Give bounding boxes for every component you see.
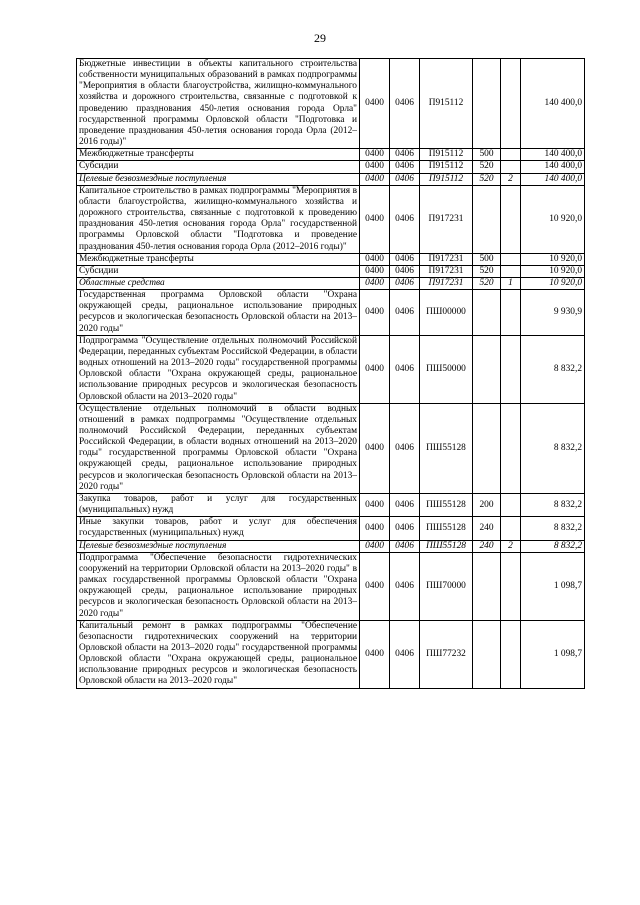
row-name: Целевые безвозмездные поступления: [77, 540, 360, 552]
funding-source-code: [501, 149, 521, 161]
table-row: [77, 403, 585, 493]
amount: 8 832,2: [521, 540, 585, 552]
target-article-code: ПШ55128: [420, 540, 473, 552]
amount: 8 832,2: [521, 493, 585, 516]
expense-type-code: 500: [473, 149, 501, 161]
table-body: [77, 59, 585, 689]
amount: 140 400,0: [521, 59, 585, 149]
subsection-code: 0406: [390, 149, 420, 161]
amount: 140 400,0: [521, 173, 585, 185]
table-row: [77, 540, 585, 552]
table-row: [77, 620, 585, 688]
row-name: Субсидии: [77, 161, 360, 173]
row-name: Капитальный ремонт в рамках подпрограммы "Обеспечение безопасности гидротехнических сооружений на территории Орловской области на 2013–2020 годы" государственной программы Орловской области "Охрана окружающей среды, рациональное использование природных ресурсов и экологическая безопасность Орловской области на 2013–2020 годы": [77, 620, 360, 688]
row-name: Целевые безвозмездные поступления: [77, 173, 360, 185]
table-row: [77, 59, 585, 149]
table-row: [77, 493, 585, 516]
expense-type-code: 200: [473, 493, 501, 516]
target-article-code: ПШ55128: [420, 493, 473, 516]
section-code: 0400: [360, 517, 390, 540]
subsection-code: 0406: [390, 552, 420, 620]
section-code: 0400: [360, 552, 390, 620]
amount: 1 098,7: [521, 620, 585, 688]
target-article-code: ПШ50000: [420, 335, 473, 403]
amount: 9 930,9: [521, 290, 585, 336]
amount: 10 920,0: [521, 277, 585, 289]
subsection-code: 0406: [390, 185, 420, 253]
section-code: 0400: [360, 403, 390, 493]
funding-source-code: [501, 265, 521, 277]
target-article-code: П917231: [420, 185, 473, 253]
subsection-code: 0406: [390, 161, 420, 173]
row-name: Закупка товаров, работ и услуг для государственных (муниципальных) нужд: [77, 493, 360, 516]
subsection-code: 0406: [390, 265, 420, 277]
row-name: Межбюджетные трансферты: [77, 253, 360, 265]
amount: 10 920,0: [521, 185, 585, 253]
row-name: Осуществление отдельных полномочий в области водных отношений в рамках подпрограммы "Осуществление отдельных полномочий Российской Федерации, переданных субъектам Российской Федерации, в области водных отношений на 2013–2020 годы" государственной программы Орловской области "Охрана окружающей среды, рациональное использование природных ресурсов и экологическая безопасность Орловской области на 2013–2020 годы": [77, 403, 360, 493]
section-code: 0400: [360, 620, 390, 688]
target-article-code: ПШ70000: [420, 552, 473, 620]
target-article-code: П917231: [420, 265, 473, 277]
table-row: [77, 552, 585, 620]
target-article-code: ПШ77232: [420, 620, 473, 688]
row-name: Межбюджетные трансферты: [77, 149, 360, 161]
expense-type-code: 500: [473, 253, 501, 265]
subsection-code: 0406: [390, 335, 420, 403]
expense-type-code: 240: [473, 540, 501, 552]
target-article-code: ПШ55128: [420, 517, 473, 540]
row-name: Областные средства: [77, 277, 360, 289]
expense-type-code: 520: [473, 173, 501, 185]
funding-source-code: 2: [501, 540, 521, 552]
expense-type-code: [473, 335, 501, 403]
funding-source-code: [501, 59, 521, 149]
amount: 8 832,2: [521, 403, 585, 493]
funding-source-code: [501, 552, 521, 620]
expense-type-code: [473, 59, 501, 149]
funding-source-code: [501, 403, 521, 493]
table-row: [77, 335, 585, 403]
row-name: Капитальное строительство в рамках подпрограммы "Мероприятия в области благоустройства, жилищно-коммунального хозяйства и дорожного строительства, связанные с подготовкой к проведению празднования 450-летия основания города Орла" государственной программы Орловской области "Подготовка и проведение празднования 450-летия основания города Орла (2012–2016 годы)": [77, 185, 360, 253]
subsection-code: 0406: [390, 620, 420, 688]
section-code: 0400: [360, 173, 390, 185]
funding-source-code: 1: [501, 277, 521, 289]
row-name: Субсидии: [77, 265, 360, 277]
table-row: [77, 517, 585, 540]
table-row: [77, 290, 585, 336]
expense-type-code: 520: [473, 277, 501, 289]
amount: 140 400,0: [521, 161, 585, 173]
subsection-code: 0406: [390, 290, 420, 336]
expense-type-code: 520: [473, 265, 501, 277]
expense-type-code: [473, 185, 501, 253]
row-name: Государственная программа Орловской области "Охрана окружающей среды, рациональное использование природных ресурсов и экологическая безопасность Орловской области на 2013–2020 годы": [77, 290, 360, 336]
target-article-code: П915112: [420, 173, 473, 185]
table-row: [77, 277, 585, 289]
expense-type-code: 240: [473, 517, 501, 540]
target-article-code: ПШ00000: [420, 290, 473, 336]
subsection-code: 0406: [390, 403, 420, 493]
section-code: 0400: [360, 290, 390, 336]
subsection-code: 0406: [390, 493, 420, 516]
table-row: [77, 265, 585, 277]
subsection-code: 0406: [390, 540, 420, 552]
funding-source-code: [501, 493, 521, 516]
target-article-code: П915112: [420, 149, 473, 161]
funding-source-code: [501, 253, 521, 265]
section-code: 0400: [360, 185, 390, 253]
target-article-code: ПШ55128: [420, 403, 473, 493]
subsection-code: 0406: [390, 173, 420, 185]
section-code: 0400: [360, 265, 390, 277]
section-code: 0400: [360, 161, 390, 173]
funding-source-code: [501, 620, 521, 688]
amount: 8 832,2: [521, 335, 585, 403]
amount: 1 098,7: [521, 552, 585, 620]
page-number: 29: [314, 31, 326, 45]
amount: 10 920,0: [521, 253, 585, 265]
subsection-code: 0406: [390, 277, 420, 289]
subsection-code: 0406: [390, 253, 420, 265]
section-code: 0400: [360, 493, 390, 516]
section-code: 0400: [360, 540, 390, 552]
expense-type-code: [473, 290, 501, 336]
funding-source-code: [501, 290, 521, 336]
table-row: [77, 149, 585, 161]
section-code: 0400: [360, 149, 390, 161]
row-name: Подпрограмма "Осуществление отдельных полномочий Российской Федерации, переданных субъектам Российской Федерации, в области водных отношений на 2013–2020 годы" государственной программы Орловской области "Охрана окружающей среды, рациональное использование природных ресурсов и экологическая безопасность Орловской области на 2013–2020 годы": [77, 335, 360, 403]
target-article-code: П917231: [420, 277, 473, 289]
table-row: [77, 161, 585, 173]
expense-type-code: [473, 403, 501, 493]
expense-type-code: [473, 620, 501, 688]
row-name: Иные закупки товаров, работ и услуг для обеспечения государственных (муниципальных) нужд: [77, 517, 360, 540]
amount: 10 920,0: [521, 265, 585, 277]
funding-source-code: [501, 161, 521, 173]
funding-source-code: [501, 185, 521, 253]
funding-source-code: [501, 335, 521, 403]
section-code: 0400: [360, 253, 390, 265]
funding-source-code: 2: [501, 173, 521, 185]
target-article-code: П915112: [420, 161, 473, 173]
budget-table: [76, 58, 585, 689]
row-name: Бюджетные инвестиции в объекты капитального строительства собственности муниципальных образований в рамках подпрограммы "Мероприятия в области благоустройства, жилищно-коммунального хозяйства и дорожного строительства, связанные с подготовкой к проведению празднования 450-летия основания города Орла" государственной программы Орловской области "Подготовка и проведение празднования 450-летия основания города Орла (2012–2016 годы)": [77, 59, 360, 149]
subsection-code: 0406: [390, 59, 420, 149]
table-row: [77, 185, 585, 253]
funding-source-code: [501, 517, 521, 540]
section-code: 0400: [360, 59, 390, 149]
amount: 8 832,2: [521, 517, 585, 540]
section-code: 0400: [360, 277, 390, 289]
expense-type-code: 520: [473, 161, 501, 173]
row-name: Подпрограмма "Обеспечение безопасности гидротехнических сооружений на территории Орловской области на 2013–2020 годы" в рамках государственной программы Орловской области "Охрана окружающей среды, рациональное использование природных ресурсов и экологическая безопасность Орловской области на 2013–2020 годы": [77, 552, 360, 620]
expense-type-code: [473, 552, 501, 620]
target-article-code: П917231: [420, 253, 473, 265]
target-article-code: П915112: [420, 59, 473, 149]
table-row: [77, 173, 585, 185]
section-code: 0400: [360, 335, 390, 403]
subsection-code: 0406: [390, 517, 420, 540]
table-row: [77, 253, 585, 265]
amount: 140 400,0: [521, 149, 585, 161]
